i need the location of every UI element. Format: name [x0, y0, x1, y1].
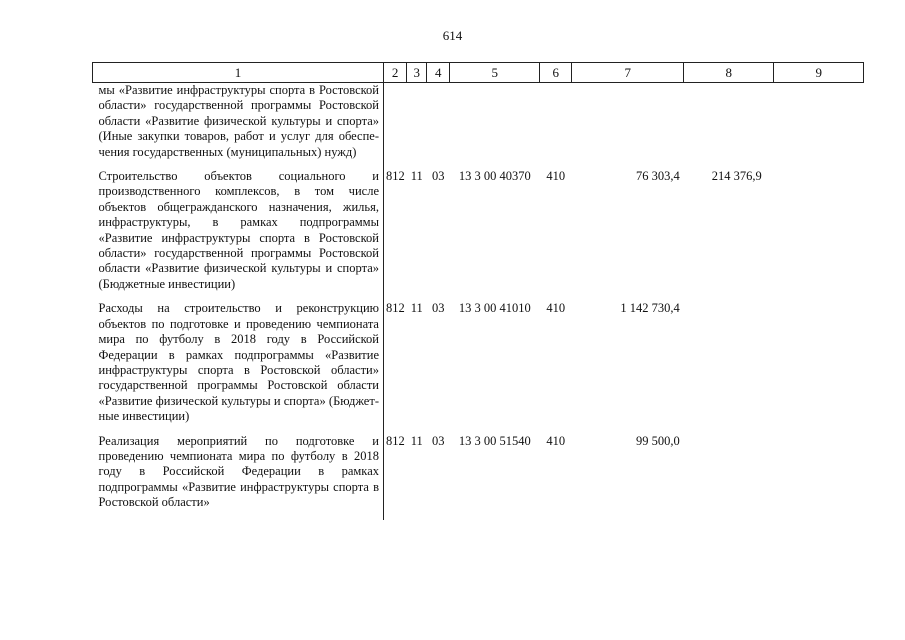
- cell-section: [407, 83, 427, 170]
- column-header: 1: [93, 63, 384, 83]
- cell-subsection: 03: [432, 301, 445, 316]
- cell-expense-type: 410: [546, 301, 566, 316]
- cell-section: 11: [410, 169, 423, 184]
- row-description: мы «Развитие инфраструктуры спорта в Ростовской области» государственной программы Ростовской области «Развитие физической культуры и спорта» (Иные закупки товаров, работ и услуг для обеспечения государственных (муниципальных) нужд): [93, 83, 384, 170]
- cell-target-code: [450, 83, 540, 170]
- cell-amount-7: [572, 83, 684, 170]
- cell-expense-type: [540, 83, 572, 170]
- cell-amount-7: 99 500,0: [636, 433, 680, 448]
- column-header: 7: [572, 63, 684, 83]
- table-row: [93, 169, 864, 301]
- cell-section: 11: [410, 301, 423, 316]
- table-row: [93, 301, 864, 433]
- column-header: 4: [427, 63, 450, 83]
- cell-amount-7: 76 303,4: [636, 169, 680, 184]
- cell-ministry: 812: [386, 301, 405, 316]
- cell-subsection: [427, 83, 450, 170]
- cell-subsection: 03: [432, 433, 445, 448]
- cell-target-code: 13 3 00 51540: [458, 433, 531, 448]
- table-row: [93, 434, 864, 520]
- cell-amount-7: 1 142 730,4: [620, 301, 680, 316]
- row-description: Реализация мероприятий по подготовке и проведению чемпионата мира по футболу в 2018 году в Российской Федерации в рамках подпрограммы «Развитие инфраструктуры спорта в Ростовской области»: [93, 434, 384, 520]
- cell-amount-9: [774, 301, 864, 433]
- cell-amount-8: [684, 434, 774, 520]
- cell-expense-type: 410: [546, 169, 566, 184]
- page-number: 614: [442, 28, 463, 43]
- cell-expense-type: 410: [546, 433, 566, 448]
- cell-amount-8: [684, 83, 774, 170]
- cell-section: 11: [410, 433, 423, 448]
- cell-subsection: 03: [432, 169, 445, 184]
- table-row: [93, 83, 864, 170]
- cell-amount-8: [684, 301, 774, 433]
- cell-target-code: 13 3 00 41010: [458, 301, 531, 316]
- cell-ministry: 812: [386, 433, 405, 448]
- cell-target-code: 13 3 00 40370: [458, 169, 531, 184]
- cell-amount-9: [774, 434, 864, 520]
- row-description: Расходы на строительство и реконструкцию объектов по подготовке и проведению чемпионата мира по футболу в 2018 году в Российской Федерации в рамках подпрограммы «Развитие инфраструктуры спорта в Ростовской области» государственной программы Ростовской области «Развитие физической культуры и спорта» (Бюджетные инвестиции): [93, 301, 384, 433]
- cell-amount-9: [774, 83, 864, 170]
- cell-amount-8: 214 376,9: [711, 169, 762, 184]
- column-header: 8: [684, 63, 774, 83]
- row-description: Строительство объектов социального и производственного комплексов, в том числе объектов общегражданского назначения, жилья, инфраструктуры, в рамках подпрограммы «Развитие инфраструктуры спорта в Ростовской области» государственной программы Ростовской области «Развитие физической культуры и спорта» (Бюджетные инвестиции): [93, 169, 384, 301]
- cell-ministry: [384, 83, 407, 170]
- budget-table: [92, 62, 864, 520]
- column-header: 2: [384, 63, 407, 83]
- column-header: 3: [407, 63, 427, 83]
- cell-amount-9: [774, 169, 864, 301]
- column-header: 9: [774, 63, 864, 83]
- column-header: 6: [540, 63, 572, 83]
- column-header: 5: [450, 63, 540, 83]
- header-row: [93, 63, 864, 83]
- cell-ministry: 812: [386, 169, 405, 184]
